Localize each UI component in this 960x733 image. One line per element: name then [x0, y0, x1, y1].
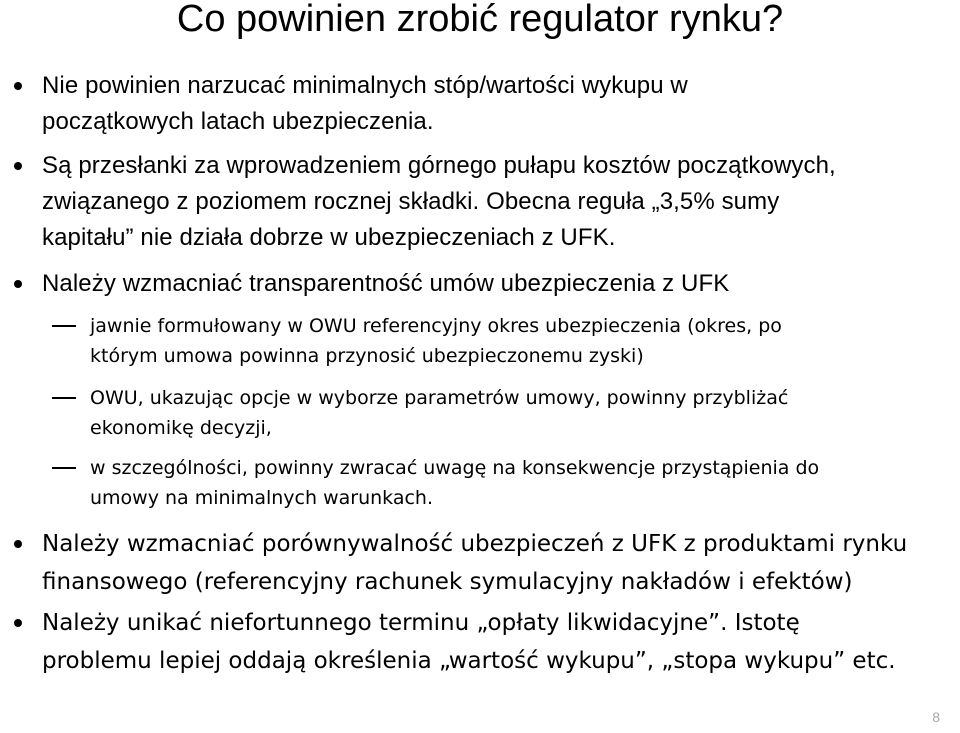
slide-title: Co powinien zrobić regulator rynku?	[176, 0, 784, 40]
dash-icon	[52, 467, 76, 469]
bullet-dot-icon	[14, 82, 22, 90]
bullet-text: Należy wzmacniać porównywalność ubezpieczeń z UFK z produktami rynku finansowego (referencyjny rachunek symulacyjny nakładów i efektów)	[42, 531, 908, 595]
bullet-dot-icon	[14, 619, 22, 627]
sub-bullet-text: w szczególności, powinny zwracać uwagę na konsekwencje przystąpienia do umowy na minimalnych warunkach.	[90, 457, 820, 509]
bullet-text: Są przesłanki za wprowadzeniem górnego pułapu kosztów początkowych, związanego z poziomem rocznej składki. Obecna reguła „3,5% sumy kapitału” nie działa dobrze w ubezpieczeniach z UFK.	[42, 152, 836, 251]
page-number: 8	[932, 709, 940, 725]
sub-bullet-text: jawnie formułowany w OWU referencyjny okres ubezpieczenia (okres, po którym umowa powinna przynosić ubezpieczonemu zyski)	[90, 315, 782, 367]
dash-icon	[52, 397, 76, 399]
sub-bullet-text: OWU, ukazując opcje w wyborze parametrów umowy, powinny przybliżać ekonomikę decyzji,	[90, 387, 789, 439]
dash-icon	[52, 325, 76, 327]
bullet-dot-icon	[14, 162, 22, 170]
bullet-text: Nie powinien narzucać minimalnych stóp/wartości wykupu w początkowych latach ubezpieczenia.	[42, 72, 688, 135]
bullet-dot-icon	[14, 540, 22, 548]
bullet-text: Należy unikać niefortunnego terminu „opłaty likwidacyjne”. Istotę problemu lepiej oddają określenia „wartość wykupu”, „stopa wykupu” etc.	[42, 610, 896, 674]
bullet-dot-icon	[14, 280, 22, 288]
bullet-text: Należy wzmacniać transparentność umów ubezpieczenia z UFK	[42, 270, 730, 297]
